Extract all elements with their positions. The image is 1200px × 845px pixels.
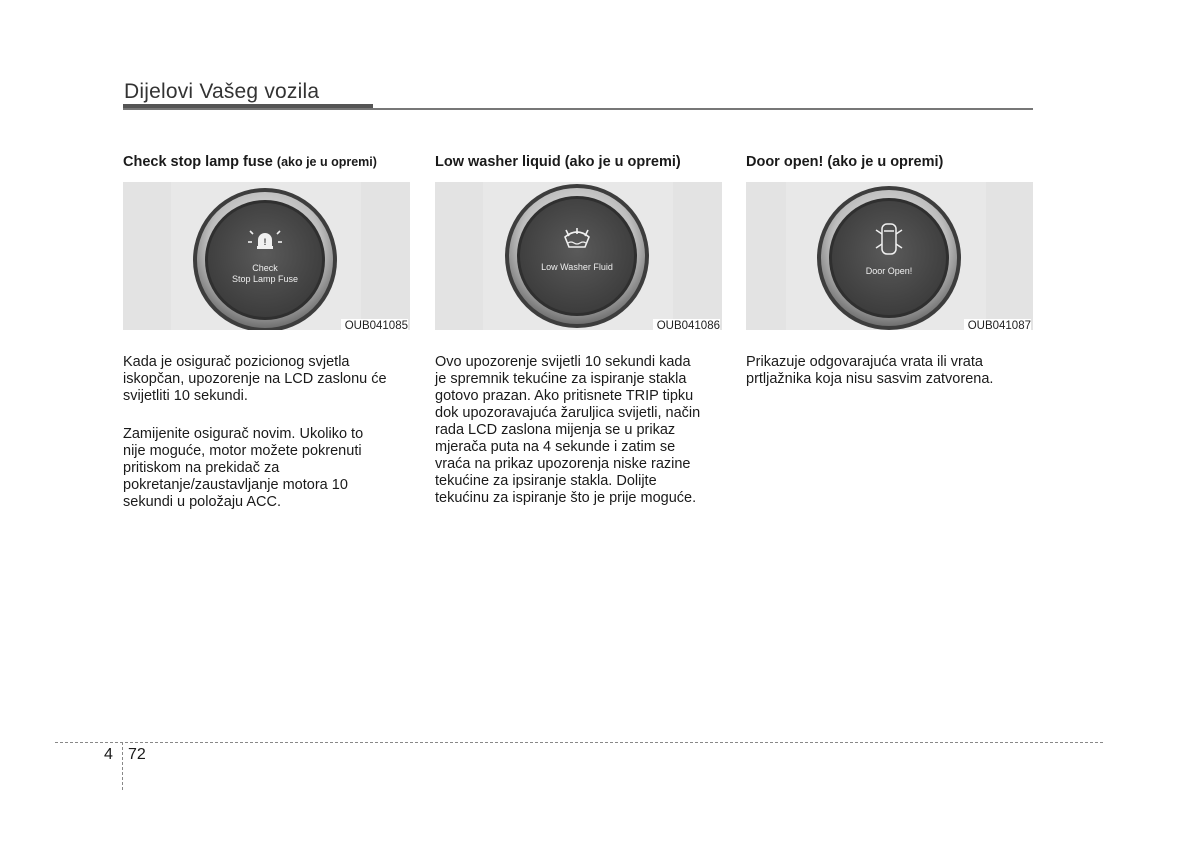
- cluster-display-figure: [746, 182, 1033, 330]
- display-text-line2: Stop Lamp Fuse: [231, 274, 299, 284]
- warning-display-illustration: [123, 182, 410, 330]
- footer-divider: [122, 742, 123, 790]
- display-text-line1: Check: [252, 263, 278, 273]
- display-text-line1: Low Washer Fluid: [541, 262, 613, 272]
- section-low-washer-liquid: [435, 154, 725, 528]
- paragraph: Kada je osigurač pozicionog svjetla iskopčan, upozorenje na LCD zaslonu će svijetliti 10 sekundi.: [123, 354, 387, 404]
- warning-display-illustration: [435, 182, 722, 330]
- section-title-main: Door open! (ako je u opremi): [746, 154, 944, 170]
- cluster-display-figure: [435, 182, 722, 330]
- warning-display-illustration: [746, 182, 1033, 330]
- paragraph: Ovo upozorenje svijetli 10 sekundi kada je spremnik tekućine za ispiranje stakla gotovo prazan. Ako pritisnete TRIP tipku dok upozoravajuća žaruljica svijetli, način rada LCD zaslona mijenja se u prikaz mjerača puta na 4 sekunde i zatim se vraća na prikaz upozorenja niske razine tekućine za ipsiranje stakla. Dolijte tekućinu za ispiranje što je prije moguće.: [435, 354, 701, 506]
- section-title-main: Low washer liquid (ako je u opremi): [435, 154, 681, 170]
- section-title-note: (ako je u opremi): [276, 155, 377, 169]
- cluster-display-figure: [123, 182, 410, 330]
- figure-code: OUB041085: [341, 319, 408, 330]
- figure-code: OUB041087: [964, 319, 1031, 330]
- section-body: [123, 337, 423, 532]
- page-title: Dijelovi Vašeg vozila: [124, 80, 320, 103]
- section-title: [123, 154, 413, 170]
- page-number: 72: [128, 746, 146, 763]
- section-body: [435, 337, 735, 528]
- section-title: [746, 154, 1036, 170]
- figure-code: OUB041086: [653, 319, 720, 330]
- footer-rule: [55, 742, 1103, 743]
- paragraph: Zamijenite osigurač novim. Ukoliko to nije moguće, motor možete pokrenuti pritiskom na prekidač za pokretanje/zaustavljanje motora 10 sekundi u položaju ACC.: [123, 426, 364, 510]
- section-title: [435, 154, 725, 170]
- display-text-line1: Door Open!: [865, 266, 913, 276]
- section-number: 4: [104, 746, 113, 763]
- section-door-open: [746, 154, 1036, 409]
- header-rule: [123, 108, 1033, 110]
- section-title-main: Check stop lamp fuse: [123, 154, 273, 170]
- paragraph: Prikazuje odgovarajuća vrata ili vrata prtljažnika koja nisu sasvim zatvorena.: [746, 354, 994, 387]
- section-check-stop-lamp-fuse: [123, 154, 413, 532]
- svg-text:!: !: [263, 237, 267, 247]
- section-body: [746, 337, 1046, 409]
